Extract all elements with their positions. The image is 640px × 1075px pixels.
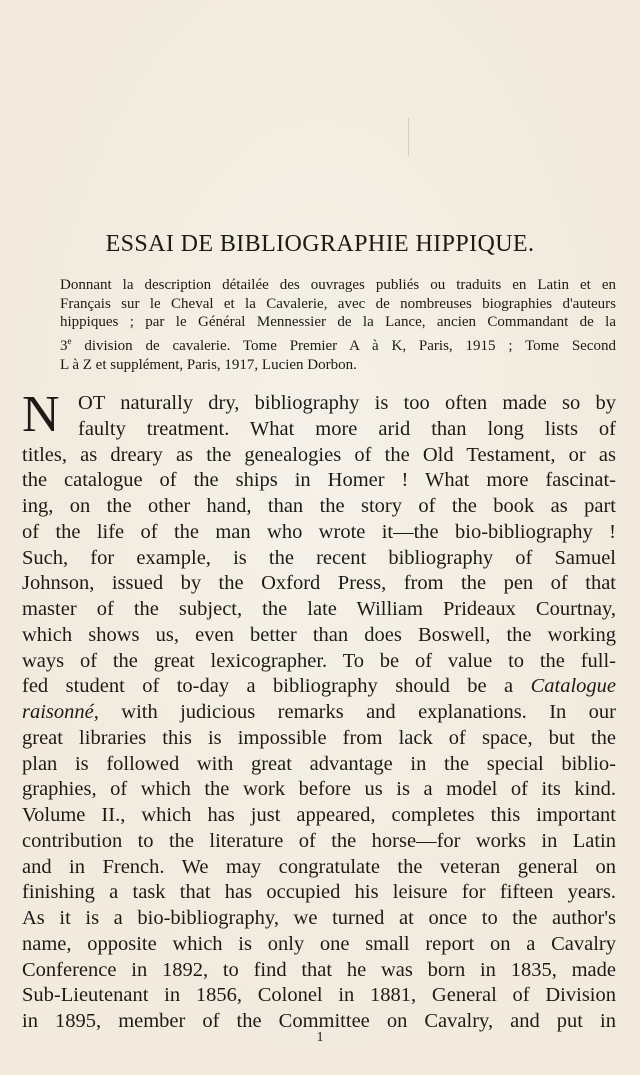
body-line: ways of the great lexicographer. To be of value to the full- bbox=[22, 649, 616, 672]
body-line: great libraries this is impossible from lack of space, but the bbox=[22, 726, 616, 749]
body-line: Volume II., which has just appeared, completes this important bbox=[22, 804, 616, 826]
body-line: ing, on the other hand, than the story of the book as part bbox=[22, 495, 616, 517]
body-line: graphies, of which the work before us is a model of its kind. bbox=[22, 778, 616, 801]
body-line: OT naturally dry, bibliography is too often made so by bbox=[78, 392, 616, 414]
subtitle-paragraph bbox=[60, 276, 616, 375]
body-line: name, opposite which is only one small report on a Cavalry bbox=[22, 932, 616, 955]
body-line: As it is a bio-bibliography, we turned at once to the author's bbox=[22, 907, 616, 929]
page-title: ESSAI DE BIBLIOGRAPHIE HIPPIQUE. bbox=[105, 231, 535, 257]
body-line: titles, as dreary as the genealogies of the Old Testament, or as bbox=[22, 443, 616, 466]
body-line: plan is followed with great advantage in the special biblio- bbox=[22, 752, 616, 775]
body-line: master of the subject, the late William Prideaux Courtnay, bbox=[22, 598, 616, 620]
body-line: Conference in 1892, to find that he was born in 1835, made bbox=[22, 958, 616, 981]
subtitle-line: Donnant la description détailée des ouvrages publiés ou traduits en Latin et en bbox=[60, 277, 616, 293]
body-text bbox=[22, 386, 616, 1035]
body-line: which shows us, even better than does Boswell, the working bbox=[22, 623, 616, 646]
body-line: faulty treatment. What more arid than long lists of bbox=[78, 417, 616, 440]
body-line: Such, for example, is the recent bibliography of Samuel bbox=[22, 546, 616, 569]
body-line: finishing a task that has occupied his leisure for fifteen years. bbox=[22, 881, 616, 904]
subtitle-line: hippiques ; par le Général Mennessier de la Lance, ancien Commandant de la bbox=[60, 314, 616, 331]
italic-term: Catalogue bbox=[530, 675, 616, 698]
body-line: in 1895, member of the Committee on Cavalry, and put in bbox=[22, 1010, 616, 1032]
body-line: Sub-Lieutenant in 1856, Colonel in 1881, General of Division bbox=[22, 984, 616, 1007]
body-line: raisonné, with judicious remarks and explanations. In our bbox=[22, 701, 616, 723]
subtitle-line: L à Z et supplément, Paris, 1917, Lucien Dorbon. bbox=[60, 356, 357, 373]
body-line: the catalogue of the ships in Homer ! What more fascinat- bbox=[22, 469, 616, 492]
body-line: of the life of the man who wrote it—the bio-bibliography ! bbox=[22, 520, 616, 543]
drop-cap: N bbox=[22, 386, 60, 443]
page-number: 1 bbox=[316, 1030, 324, 1045]
body-line: fed student of to-day a bibliography should be a Catalogue bbox=[22, 675, 616, 698]
body-line: Johnson, issued by the Oxford Press, from the pen of that bbox=[22, 572, 616, 595]
body-line: contribution to the literature of the horse—for works in Latin bbox=[22, 829, 616, 852]
paper-crease bbox=[408, 118, 409, 156]
subtitle-line: 3e division de cavalerie. Tome Premier A à K, Paris, 1915 ; Tome Second bbox=[60, 336, 616, 355]
italic-term: raisonné bbox=[22, 701, 94, 723]
ordinal-superscript: e bbox=[67, 336, 72, 347]
body-line: and in French. We may congratulate the veteran general on bbox=[22, 855, 616, 878]
subtitle-line: Français sur le Cheval et la Cavalerie, avec de nombreuses biographies d'auteurs bbox=[60, 295, 616, 312]
